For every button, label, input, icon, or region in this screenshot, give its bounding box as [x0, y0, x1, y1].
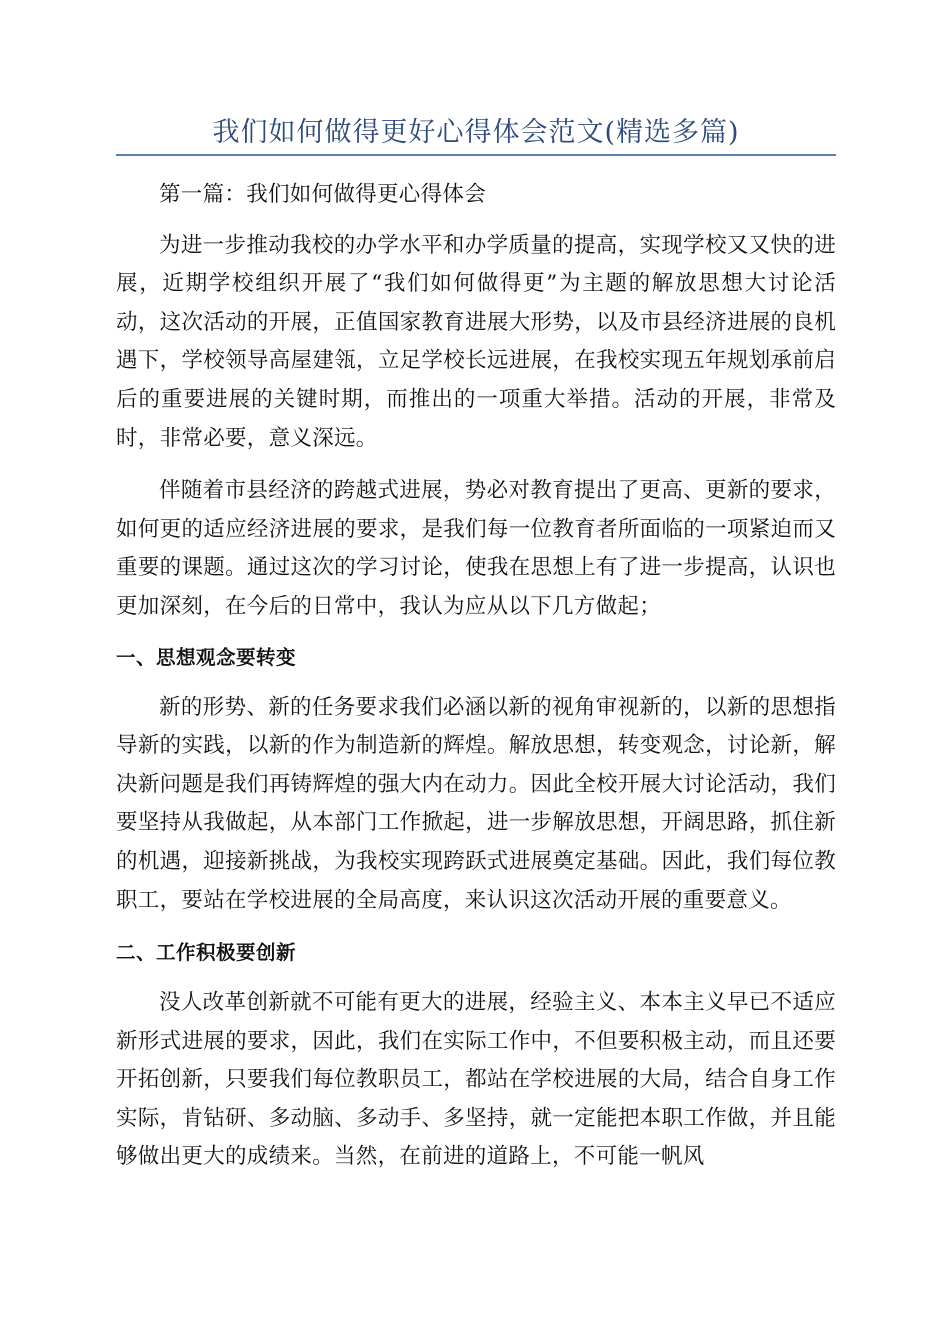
paragraph-1: 为进一步推动我校的办学水平和办学质量的提高，实现学校又又快的进展，近期学校组织开展了“我们如何做得更”为主题的解放思想大讨论活动，这次活动的开展，正值国家教育进展大形势，以及市县经济进展的良机遇下，学校领导高屋建瓴，立足学校长远进展，在我校实现五年规划承前启后的重要进展的关键时期，而推出的一项重大举措。活动的开展，非常及时，非常必要，意义深远。	[116, 232, 836, 451]
heading-2: 二、工作积极要创新	[116, 941, 297, 965]
paragraph-4: 没人改革创新就不可能有更大的进展，经验主义、本本主义早已不适应新形式进展的要求，因此，我们在实际工作中，不但要积极主动，而且还要开拓创新，只要我们每位教职员工，都站在学校进展的大局，结合自身工作实际，肯钻研、多动脑、多动手、多坚持，就一定能把本职工作做，并且能够做出更大的成绩来。当然，在前进的道路上，不可能一帆风	[116, 990, 836, 1170]
heading-1: 一、思想观念要转变	[116, 645, 297, 669]
document-title: 我们如何做得更好心得体会范文(精选多篇)	[212, 117, 740, 148]
title-divider	[116, 154, 836, 156]
paragraph-2: 伴随着市县经济的跨越式进展，势必对教育提出了更高、更新的要求，如何更的适应经济进展的要求，是我们每一位教育者所面临的一项紧迫而又重要的课题。通过这次的学习讨论，使我在思想上有了进一步提高，认识也更加深刻，在今后的日常中，我认为应从以下几方做起；	[116, 478, 836, 619]
paragraph-3: 新的形势、新的任务要求我们必涵以新的视角审视新的，以新的思想指导新的实践，以新的作为制造新的辉煌。解放思想，转变观念，讨论新，解决新问题是我们再铸辉煌的强大内在动力。因此全校开展大讨论活动，我们要坚持从我做起，从本部门工作掀起，进一步解放思想，开阔思路，抓住新的机遇，迎接新挑战，为我校实现跨跃式进展奠定基础。因此，我们每位教职工，要站在学校进展的全局高度，来认识这次活动开展的重要意义。	[116, 694, 836, 913]
document-body	[116, 176, 836, 1177]
section-heading: 第一篇：我们如何做得更心得体会	[159, 182, 487, 207]
